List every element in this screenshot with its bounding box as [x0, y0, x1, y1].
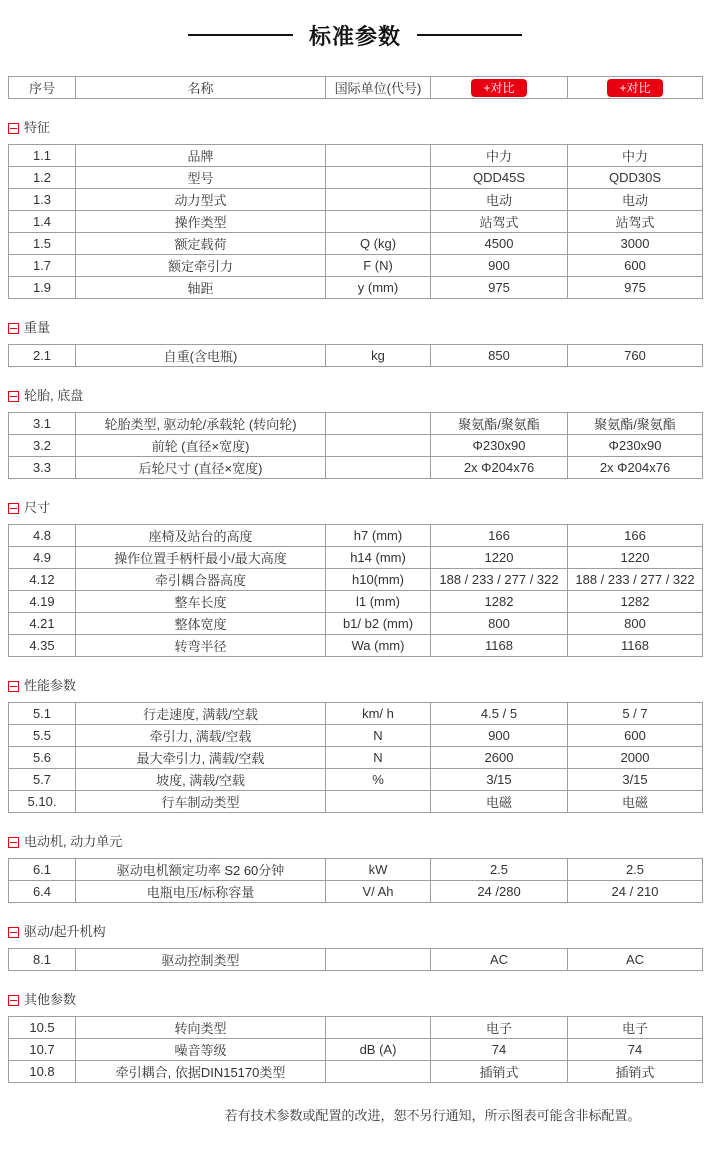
row-unit: h14 (mm): [326, 547, 431, 569]
row-unit: dB (A): [326, 1039, 431, 1061]
row-no: 3.2: [9, 435, 76, 457]
row-value-1: 4500: [431, 233, 568, 255]
row-name: 整车长度: [76, 591, 326, 613]
row-no: 6.4: [9, 881, 76, 903]
spec-section: [8, 321, 702, 367]
header-row: [9, 77, 703, 99]
spec-section: [8, 501, 702, 657]
collapse-minus-icon[interactable]: [8, 503, 19, 514]
row-no: 10.8: [9, 1061, 76, 1083]
row-value-1: 188 / 233 / 277 / 322: [431, 569, 568, 591]
spec-section: [8, 835, 702, 903]
row-no: 3.3: [9, 457, 76, 479]
row-value-1: 1220: [431, 547, 568, 569]
compare-button-1[interactable]: +对比: [471, 79, 526, 97]
row-value-1: AC: [431, 949, 568, 971]
row-value-2: 电磁: [568, 791, 703, 813]
table-row: [9, 547, 703, 569]
row-unit: km/ h: [326, 703, 431, 725]
collapse-minus-icon[interactable]: [8, 837, 19, 848]
row-value-2: 600: [568, 255, 703, 277]
row-name: 动力型式: [76, 189, 326, 211]
row-value-1: 3/15: [431, 769, 568, 791]
table-row: [9, 949, 703, 971]
row-unit: N: [326, 725, 431, 747]
row-value-2: 166: [568, 525, 703, 547]
row-no: 10.5: [9, 1017, 76, 1039]
row-value-1: Φ230x90: [431, 435, 568, 457]
row-name: 额定载荷: [76, 233, 326, 255]
row-unit: [326, 1061, 431, 1083]
row-unit: [326, 949, 431, 971]
row-no: 4.21: [9, 613, 76, 635]
row-no: 5.1: [9, 703, 76, 725]
row-unit: N: [326, 747, 431, 769]
row-no: 4.35: [9, 635, 76, 657]
collapse-minus-icon[interactable]: [8, 927, 19, 938]
table-row: [9, 145, 703, 167]
section-header[interactable]: [8, 501, 702, 515]
row-unit: V/ Ah: [326, 881, 431, 903]
table-row: [9, 435, 703, 457]
collapse-minus-icon[interactable]: [8, 995, 19, 1006]
row-value-2: 1282: [568, 591, 703, 613]
row-name: 牵引力, 满载/空载: [76, 725, 326, 747]
row-name: 驱动电机额定功率 S2 60分钟: [76, 859, 326, 881]
row-name: 品牌: [76, 145, 326, 167]
row-value-2: AC: [568, 949, 703, 971]
table-row: [9, 277, 703, 299]
row-value-2: 中力: [568, 145, 703, 167]
row-no: 1.1: [9, 145, 76, 167]
section-label: 尺寸: [24, 500, 51, 515]
table-row: [9, 1039, 703, 1061]
section-header[interactable]: [8, 389, 702, 403]
section-header[interactable]: [8, 679, 702, 693]
section-header[interactable]: [8, 121, 702, 135]
row-value-1: 4.5 / 5: [431, 703, 568, 725]
table-row: [9, 769, 703, 791]
row-unit: %: [326, 769, 431, 791]
section-header[interactable]: [8, 925, 702, 939]
section-table: [8, 144, 703, 299]
spec-section: [8, 993, 702, 1083]
section-header[interactable]: [8, 993, 702, 1007]
row-name: 轴距: [76, 277, 326, 299]
row-value-1: 850: [431, 345, 568, 367]
table-row: [9, 233, 703, 255]
table-row: [9, 525, 703, 547]
row-name: 牵引耦合, 依据DIN15170类型: [76, 1061, 326, 1083]
title-right-line: [417, 34, 522, 36]
row-unit: [326, 145, 431, 167]
row-no: 1.4: [9, 211, 76, 233]
section-table: [8, 412, 703, 479]
row-name: 操作类型: [76, 211, 326, 233]
table-row: [9, 747, 703, 769]
row-value-2: 188 / 233 / 277 / 322: [568, 569, 703, 591]
row-unit: y (mm): [326, 277, 431, 299]
row-unit: kg: [326, 345, 431, 367]
row-value-2: 2x Φ204x76: [568, 457, 703, 479]
section-table: [8, 858, 703, 903]
table-row: [9, 255, 703, 277]
header-col-unit: 国际单位(代号): [326, 77, 431, 99]
table-row: [9, 1061, 703, 1083]
row-value-2: 电子: [568, 1017, 703, 1039]
row-no: 2.1: [9, 345, 76, 367]
table-row: [9, 211, 703, 233]
row-no: 4.9: [9, 547, 76, 569]
spec-section: [8, 679, 702, 813]
row-value-1: 975: [431, 277, 568, 299]
table-row: [9, 725, 703, 747]
section-table: [8, 524, 703, 657]
row-name: 整体宽度: [76, 613, 326, 635]
row-name: 转弯半径: [76, 635, 326, 657]
row-unit: [326, 413, 431, 435]
row-name: 噪音等级: [76, 1039, 326, 1061]
table-row: [9, 635, 703, 657]
collapse-minus-icon[interactable]: [8, 123, 19, 134]
section-label: 重量: [24, 320, 51, 335]
row-value-2: 插销式: [568, 1061, 703, 1083]
row-no: 8.1: [9, 949, 76, 971]
row-value-2: 800: [568, 613, 703, 635]
row-value-1: 站驾式: [431, 211, 568, 233]
footer-note: 若有技术参数或配置的改进，恕不另行通知，所示图表可能含非标配置。: [224, 1108, 641, 1123]
row-no: 5.6: [9, 747, 76, 769]
row-name: 坡度, 满载/空载: [76, 769, 326, 791]
row-unit: F (N): [326, 255, 431, 277]
row-value-1: 900: [431, 725, 568, 747]
row-no: 10.7: [9, 1039, 76, 1061]
header-col-compare-1: [431, 77, 568, 99]
header-col-name: 名称: [76, 77, 326, 99]
row-name: 牵引耦合器高度: [76, 569, 326, 591]
row-name: 座椅及站台的高度: [76, 525, 326, 547]
row-no: 4.19: [9, 591, 76, 613]
header-col-no: 序号: [9, 77, 76, 99]
section-table: [8, 702, 703, 813]
row-no: 1.9: [9, 277, 76, 299]
sections-container: [8, 121, 702, 1083]
row-no: 1.3: [9, 189, 76, 211]
row-value-2: 74: [568, 1039, 703, 1061]
section-label: 特征: [24, 120, 51, 135]
row-no: 5.5: [9, 725, 76, 747]
row-value-1: 24 /280: [431, 881, 568, 903]
table-row: [9, 345, 703, 367]
compare-button-2[interactable]: +对比: [607, 79, 662, 97]
table-row: [9, 859, 703, 881]
row-name: 自重(含电瓶): [76, 345, 326, 367]
row-value-2: 600: [568, 725, 703, 747]
section-label: 驱动/起升机构: [24, 924, 106, 939]
section-header[interactable]: [8, 835, 702, 849]
header-col-compare-2: [568, 77, 703, 99]
row-unit: [326, 167, 431, 189]
row-value-1: 166: [431, 525, 568, 547]
spec-section: [8, 925, 702, 971]
row-name: 行走速度, 满载/空载: [76, 703, 326, 725]
row-no: 5.10.: [9, 791, 76, 813]
row-no: 3.1: [9, 413, 76, 435]
row-value-2: 975: [568, 277, 703, 299]
table-row: [9, 413, 703, 435]
row-no: 4.12: [9, 569, 76, 591]
table-row: [9, 1017, 703, 1039]
section-label: 电动机, 动力单元: [24, 834, 123, 849]
row-value-2: 聚氨酯/聚氨酯: [568, 413, 703, 435]
section-label: 其他参数: [24, 992, 77, 1007]
row-no: 6.1: [9, 859, 76, 881]
row-unit: [326, 1017, 431, 1039]
row-value-1: 电磁: [431, 791, 568, 813]
row-unit: kW: [326, 859, 431, 881]
row-value-2: 2000: [568, 747, 703, 769]
row-name: 最大牵引力, 满载/空载: [76, 747, 326, 769]
table-header: [8, 76, 703, 99]
row-name: 转向类型: [76, 1017, 326, 1039]
page-title-block: [8, 18, 702, 52]
section-label: 轮胎, 底盘: [24, 388, 84, 403]
row-unit: [326, 791, 431, 813]
row-name: 后轮尺寸 (直径×宽度): [76, 457, 326, 479]
row-unit: l1 (mm): [326, 591, 431, 613]
row-value-1: 2x Φ204x76: [431, 457, 568, 479]
spec-section: [8, 121, 702, 299]
row-no: 1.2: [9, 167, 76, 189]
section-label: 性能参数: [24, 678, 77, 693]
table-row: [9, 189, 703, 211]
collapse-minus-icon[interactable]: [8, 681, 19, 692]
row-no: 1.7: [9, 255, 76, 277]
row-name: 电瓶电压/标称容量: [76, 881, 326, 903]
section-table: [8, 344, 703, 367]
table-row: [9, 569, 703, 591]
row-value-2: 24 / 210: [568, 881, 703, 903]
row-value-2: 2.5: [568, 859, 703, 881]
row-unit: [326, 189, 431, 211]
row-unit: b1/ b2 (mm): [326, 613, 431, 635]
row-unit: Q (kg): [326, 233, 431, 255]
row-value-1: QDD45S: [431, 167, 568, 189]
table-row: [9, 881, 703, 903]
row-name: 前轮 (直径×宽度): [76, 435, 326, 457]
section-table: [8, 948, 703, 971]
row-name: 操作位置手柄杆最小/最大高度: [76, 547, 326, 569]
row-unit: [326, 435, 431, 457]
table-row: [9, 457, 703, 479]
table-row: [9, 703, 703, 725]
row-name: 驱动控制类型: [76, 949, 326, 971]
row-value-2: 760: [568, 345, 703, 367]
row-value-1: 1282: [431, 591, 568, 613]
row-unit: [326, 457, 431, 479]
row-name: 额定牵引力: [76, 255, 326, 277]
row-value-2: 3/15: [568, 769, 703, 791]
row-unit: Wa (mm): [326, 635, 431, 657]
spec-section: [8, 389, 702, 479]
collapse-minus-icon[interactable]: [8, 391, 19, 402]
row-value-1: 1168: [431, 635, 568, 657]
row-no: 4.8: [9, 525, 76, 547]
table-row: [9, 591, 703, 613]
row-name: 型号: [76, 167, 326, 189]
row-unit: h10(mm): [326, 569, 431, 591]
row-value-2: 5 / 7: [568, 703, 703, 725]
row-value-1: 中力: [431, 145, 568, 167]
row-value-1: 2600: [431, 747, 568, 769]
page-title: 标准参数: [308, 23, 401, 49]
row-value-1: 800: [431, 613, 568, 635]
section-header[interactable]: [8, 321, 702, 335]
section-table: [8, 1016, 703, 1083]
row-value-2: 电动: [568, 189, 703, 211]
row-value-2: 1168: [568, 635, 703, 657]
row-value-1: 900: [431, 255, 568, 277]
collapse-minus-icon[interactable]: [8, 323, 19, 334]
row-unit: h7 (mm): [326, 525, 431, 547]
title-left-line: [188, 34, 293, 36]
row-no: 1.5: [9, 233, 76, 255]
row-value-1: 电动: [431, 189, 568, 211]
row-value-2: 3000: [568, 233, 703, 255]
row-value-1: 2.5: [431, 859, 568, 881]
row-value-2: 站驾式: [568, 211, 703, 233]
row-value-1: 电子: [431, 1017, 568, 1039]
row-name: 行车制动类型: [76, 791, 326, 813]
row-value-2: QDD30S: [568, 167, 703, 189]
row-value-1: 插销式: [431, 1061, 568, 1083]
row-no: 5.7: [9, 769, 76, 791]
table-row: [9, 613, 703, 635]
row-value-2: 1220: [568, 547, 703, 569]
row-value-2: Φ230x90: [568, 435, 703, 457]
table-row: [9, 167, 703, 189]
row-value-1: 聚氨酯/聚氨酯: [431, 413, 568, 435]
row-unit: [326, 211, 431, 233]
table-row: [9, 791, 703, 813]
row-value-1: 74: [431, 1039, 568, 1061]
row-name: 轮胎类型, 驱动轮/承载轮 (转向轮): [76, 413, 326, 435]
